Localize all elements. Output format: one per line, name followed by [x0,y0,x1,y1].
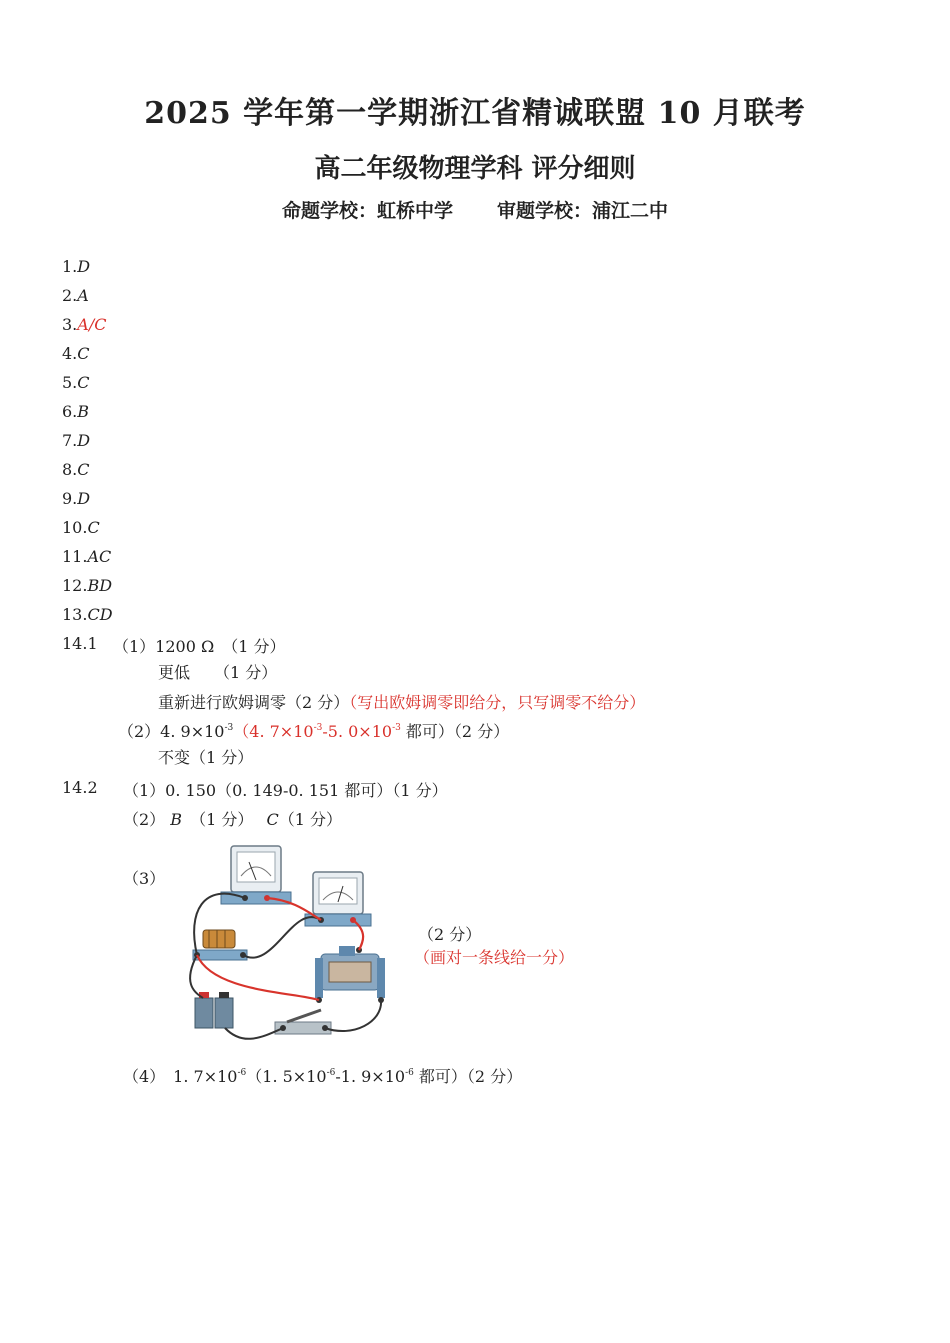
choice-answer-row [62,373,90,392]
choice-number: 10. [62,518,88,537]
q14-2-part3-score: （2 分） [418,925,482,944]
choice-answer-row [62,489,90,508]
choice-answer-row [62,286,89,305]
q14-1-label: 14.1 [62,634,98,653]
circuit-diagram [183,842,393,1054]
q14-2-part3: （3） [123,869,166,888]
q14-1-part2-range-b-exp: -3 [392,723,401,733]
choice-answer-row [62,344,90,363]
q14-2-part4-pre: （4） 1. 7×10 [123,1067,238,1086]
choice-answer-row [62,547,111,566]
q14-2-part4-mid: （1. 5×10 [246,1067,327,1086]
page-subtitle: 高二年级物理学科 评分细则 [314,154,636,184]
q14-2-part2 [123,807,342,830]
choice-number: 9. [62,489,78,508]
q14-2-part4-post: 都可）（2 分） [413,1067,523,1086]
choice-answer-row [62,431,90,450]
q14-1-part2-range-a-exp: -3 [313,723,323,733]
choice-answer-row [62,402,89,421]
choice-answer: D [77,257,91,276]
q14-1-part2-pre: （2）4. 9×10 [118,722,225,741]
switch-component [275,1010,331,1034]
choice-number: 3. [62,315,78,334]
rheostat-component [315,946,385,1003]
choice-answer: C [87,518,100,537]
q14-1-part2-b: 不变（1 分） [158,748,254,767]
choice-answer-row [62,605,113,624]
q14-2-part4 [123,1064,522,1087]
q14-2-part4-exp: -6 [237,1068,247,1078]
q14-1-part2-range-b: -5. 0×10 [322,722,393,741]
q14-2-label: 14.2 [62,778,98,797]
q14-1-part1-c-note: （写出欧姆调零即给分，只写调零不给分） [349,693,646,712]
choice-answer: CD [87,605,113,624]
q14-1-part2-range-a: （4. 7×10 [233,722,314,741]
choice-number: 11. [62,547,88,566]
q14-1-part1-c-text: 重新进行欧姆调零（2 分） [158,693,350,712]
q14-2-part2-b: B [170,810,183,829]
choice-answer-row [62,315,106,334]
choice-answer: A/C [77,315,107,334]
choice-number: 6. [62,402,78,421]
choice-answer: C [77,373,90,392]
page-title: 2025 学年第一学期浙江省精诚联盟 10 月联考 [144,96,806,131]
proposer-school: 命题学校：虹桥中学 [281,200,453,222]
choice-answer: D [77,489,91,508]
choice-answer: C [77,344,90,363]
choice-number: 1. [62,257,78,276]
q14-1-part2-post: 都可）（2 分） [400,722,510,741]
choice-answer: A [77,286,89,305]
choice-answer: BD [87,576,113,595]
q14-2-part4-exp2: -6 [326,1068,336,1078]
q14-2-part3-note: （画对一条线给一分） [414,948,575,967]
school-info [0,196,950,223]
resistor-component [193,930,247,960]
q14-1-part1-c [158,690,645,713]
q14-2-part2-pre: （2） [123,810,166,829]
q14-2-part2-post: （1 分） [278,810,342,829]
q14-1-part1-b: 更低 （1 分） [158,663,278,682]
q14-1-part1: （1）1200 Ω （1 分） [113,637,286,656]
choice-number: 12. [62,576,88,595]
choice-number: 4. [62,344,78,363]
choice-number: 5. [62,373,78,392]
reviewer-school: 审题学校：浦江二中 [497,200,669,222]
choice-answer: C [77,460,90,479]
q14-2-part2-c: C [266,810,279,829]
q14-1-part2-exp: -3 [224,723,234,733]
choice-number: 8. [62,460,78,479]
q14-2-part1: （1）0. 150（0. 149-0. 151 都可）（1 分） [123,781,448,800]
q14-2-part2-mid: （1 分） [198,810,246,829]
q14-1-part2 [118,719,509,742]
choice-answer-row [62,576,112,595]
choice-number: 13. [62,605,88,624]
q14-2-part4-mid2: -1. 9×10 [335,1067,406,1086]
ammeter-meter [221,846,291,904]
choice-number: 7. [62,431,78,450]
choice-answer: B [77,402,90,421]
choice-number: 2. [62,286,78,305]
choice-answer: D [77,431,91,450]
circuit-illustration [183,842,393,1054]
choice-answer: AC [87,547,112,566]
choice-answer-row [62,460,90,479]
choice-answer-row [62,518,100,537]
choice-answer-row [62,257,90,276]
q14-2-part4-exp3: -6 [405,1068,414,1078]
